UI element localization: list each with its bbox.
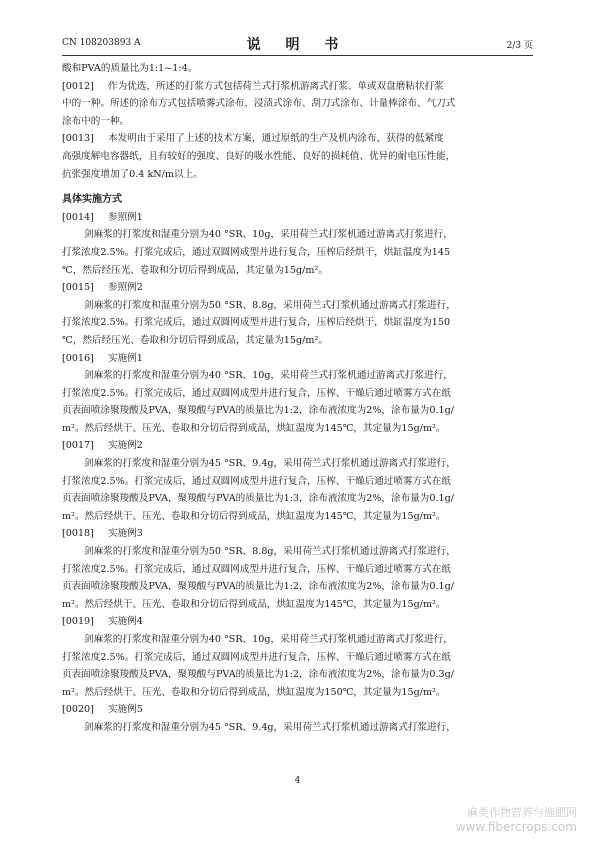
text-line: 页表面喷涂聚羧酸及PVA，聚羧酸与PVA的质量比为1:3，涂布液浓度为2%，涂布量为0.1g/: [62, 493, 455, 505]
line-text: 本发明由于采用了上述的技术方案，通过原纸的生产及机内涂布，获得的低紧度: [108, 133, 444, 145]
example-block: [62, 437, 534, 525]
paragraph-number: [0019]: [62, 616, 94, 628]
watermark-url: www.fibercrops.com: [455, 820, 577, 834]
text-line: 打浆浓度2.5%。打浆完成后，通过双圆网成型并进行复合，压榨后经烘干，烘缸温度为145: [62, 246, 451, 258]
text-line: 抗张强度增加了0.4 kN/m以上。: [62, 168, 203, 180]
text-line: 高强度解电容器纸，且有较好的强度、良好的吸水性能、良好的损耗值、优异的耐电压性能，: [62, 150, 456, 162]
paragraph-number: [0014]: [62, 211, 94, 223]
site-watermark: [456, 806, 577, 835]
document-title: 说 明 书: [246, 37, 349, 53]
text-line: [62, 130, 534, 148]
text-line: m²。然后经烘干、压光、卷取和分切后得到成品，烘缸温度为145℃，其定量为15g/m²。: [62, 598, 446, 610]
text-line: 剑麻浆的打浆度和湿重分别为40 °SR、10g，采用荷兰式打浆机通过游离式打浆进行，: [84, 229, 453, 241]
example-heading: [62, 701, 534, 719]
example-heading: [62, 437, 534, 455]
text-line: m²。然后经烘干、压光、卷取和分切后得到成品，烘缸温度为145℃，其定量为15g/m²。: [62, 422, 446, 434]
text-line: [62, 78, 534, 96]
text-line: 剑麻浆的打浆度和湿重分别为40 °SR、10g，采用荷兰式打浆机通过游离式打浆进行，: [84, 370, 453, 382]
paragraph-number: [0018]: [62, 528, 94, 540]
spacer: [62, 183, 534, 191]
text-line: ℃，然后经压光、卷取和分切后得到成品，其定量为15g/m²。: [62, 264, 328, 276]
example-title: 实施例2: [108, 440, 143, 452]
paragraph-number: [0015]: [62, 282, 94, 294]
example-block: [62, 613, 534, 701]
page-of-total: 2/3 页: [506, 41, 533, 51]
text-line: 剑麻浆的打浆度和湿重分别为45 °SR、9.4g，采用荷兰式打浆机通过游离式打浆进行，: [84, 458, 456, 470]
text-line: 打浆浓度2.5%。打浆完成后，通过双圆网成型并进行复合，压榨、干燥后通过喷雾方式在纸: [62, 563, 451, 575]
example-block: [62, 209, 534, 279]
document-body: [62, 60, 534, 737]
example-heading: [62, 209, 534, 227]
example-heading: [62, 279, 534, 297]
example-block: [62, 350, 534, 438]
page-number: 4: [294, 776, 301, 786]
example-heading: [62, 525, 534, 543]
example-title: 实施例1: [108, 352, 143, 364]
text-line: 中的一种。所述的涂布方式包括喷雾式涂布、浸渍式涂布、刮刀式涂布、计量棒涂布、气刀式: [62, 98, 456, 110]
watermark-site-name: 麻类作物营养与施肥网: [467, 806, 577, 819]
paragraph-continuation: [62, 60, 534, 78]
text-line: m²。然后经烘干、压光、卷取和分切后得到成品，烘缸温度为145℃，其定量为15g/m²。: [62, 510, 446, 522]
text-line: 打浆浓度2.5%。打浆完成后，通过双圆网成型并进行复合，压榨、干燥后通过喷雾方式在纸: [62, 387, 451, 399]
paragraph-number: [0020]: [62, 704, 94, 716]
paragraph-0012: [62, 78, 534, 131]
text-line: ℃，然后经压光、卷取和分切后得到成品，其定量为15g/m²。: [62, 334, 328, 346]
example-title: 实施例3: [108, 528, 143, 540]
example-block: [62, 525, 534, 613]
text-line: 页表面喷涂聚羧酸及PVA，聚羧酸与PVA的质量比为1:2，涂布液浓度为2%，涂布量为0.1g/: [62, 581, 455, 593]
paragraph-number: [0016]: [62, 352, 94, 364]
text-line: 剑麻浆的打浆度和湿重分别为50 °SR、8.8g，采用荷兰式打浆机通过游离式打浆进行，: [84, 299, 456, 311]
line-text: 作为优选，所述的打浆方式包括荷兰式打浆机游离式打浆、单或双盘磨粘状打浆: [108, 80, 444, 92]
text-line: 打浆浓度2.5%。打浆完成后，通过双圆网成型并进行复合，压榨、干燥后通过喷雾方式在纸: [62, 475, 451, 487]
paragraph-0013: [62, 130, 534, 183]
section-heading: 具体实施方式: [62, 194, 122, 206]
text-line: 打浆浓度2.5%。打浆完成后，通过双圆网成型并进行复合，压榨、干燥后通过喷雾方式在纸: [62, 651, 451, 663]
example-heading: [62, 613, 534, 631]
text-line: 涂布中的一种。: [62, 115, 130, 127]
text-line: m²。然后经烘干、压光、卷取和分切后得到成品，烘缸温度为150℃，其定量为15g/m²。: [62, 686, 446, 698]
text-line: 剑麻浆的打浆度和湿重分别为40 °SR、10g，采用荷兰式打浆机通过游离式打浆进行，: [84, 634, 453, 645]
text-line: 页表面喷涂聚羧酸及PVA，聚羧酸与PVA的质量比为1:2，涂布液浓度为2%，涂布量为0.3g/: [62, 669, 455, 681]
example-title: 参照例2: [108, 282, 143, 294]
text-line: 酸和PVA的质量比为1:1~1:4。: [62, 63, 198, 74]
paragraph-number: [0012]: [62, 80, 94, 92]
example-title: 参照例1: [108, 211, 143, 223]
paragraph-number: [0017]: [62, 440, 94, 452]
text-line: 剑麻浆的打浆度和湿重分别为45 °SR、9.4g，采用荷兰式打浆机通过游离式打浆进行，: [84, 721, 456, 733]
example-block: [62, 279, 534, 349]
page-header: [62, 34, 533, 52]
text-line: 页表面喷涂聚羧酸及PVA，聚羧酸与PVA的质量比为1:2，涂布液浓度为2%，涂布量为0.1g/: [62, 405, 455, 417]
text-line: 打浆浓度2.5%。打浆完成后，通过双圆网成型并进行复合，压榨后经烘干，烘缸温度为150: [62, 317, 451, 329]
example-block: [62, 701, 534, 736]
example-heading: [62, 350, 534, 368]
example-title: 实施例5: [108, 704, 143, 716]
header-divider: [62, 55, 533, 56]
example-title: 实施例4: [108, 616, 143, 628]
text-line: 剑麻浆的打浆度和湿重分别为50 °SR、8.8g，采用荷兰式打浆机通过游离式打浆进行，: [84, 546, 456, 558]
publication-number: CN 108203893 A: [62, 38, 141, 48]
paragraph-number: [0013]: [62, 133, 94, 145]
